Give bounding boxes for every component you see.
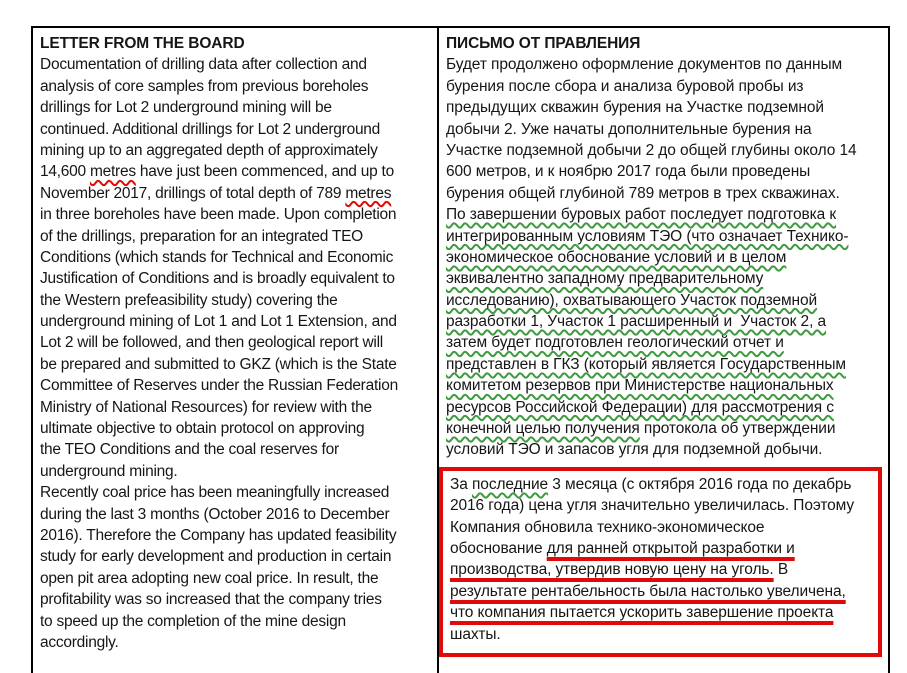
text-segment: 3 месяца (с октября 2016 года по декабрь — [548, 475, 852, 493]
text-line — [40, 268, 433, 289]
text-line — [40, 525, 433, 546]
text-line — [40, 546, 433, 567]
column-english — [33, 28, 437, 673]
text-segment: протокола об утверждении — [639, 420, 836, 438]
text-segment: drillings for Lot 2 underground mining will be — [40, 99, 332, 117]
text-segment: Justification of Conditions and is broadly equivalent to — [40, 270, 395, 288]
text-segment: during the last 3 months (October 2016 to December — [40, 505, 390, 523]
text-line — [450, 624, 878, 645]
text-segment: Компания обновила технико-экономическое — [450, 518, 765, 536]
text-segment: Участке подземной добычи 2 до общей глубины около 14 — [446, 141, 857, 159]
grammar-flagged-text: экономическое обоснование условий и в целом — [446, 248, 787, 266]
text-line — [40, 226, 433, 247]
grammar-flagged-text: эквивалентно западному предварительному — [446, 270, 764, 288]
text-segment: mining up to an aggregated depth of approximately — [40, 141, 378, 159]
spelling-flagged-text: metres — [345, 184, 392, 202]
text-line — [446, 119, 882, 140]
red-underlined-text: для ранней открытой разработки и — [546, 539, 795, 557]
text-segment: the TEO Conditions and the coal reserves for — [40, 441, 339, 459]
text-line — [40, 161, 433, 182]
text-segment: underground mining. — [40, 462, 178, 480]
text-line — [40, 418, 433, 439]
red-underlined-text: результате рентабельность была настолько увеличена, — [450, 582, 846, 600]
text-segment: underground mining of Lot 1 and Lot 1 Extension, and — [40, 313, 397, 331]
text-line — [446, 140, 882, 161]
text-segment: За — [450, 475, 472, 493]
text-line — [450, 495, 878, 516]
grammar-flagged-text: затем будет подготовлен геологический отчет и — [446, 334, 784, 352]
text-line — [40, 375, 433, 396]
text-line — [446, 290, 882, 311]
text-line — [446, 332, 882, 353]
grammar-flagged-text: разработки 1, Участок 1 расширенный и Участок 2, а — [446, 313, 827, 331]
text-segment: бурения после сбора и анализа буровой пробы из — [446, 77, 804, 95]
text-line — [40, 461, 433, 482]
text-line — [40, 183, 433, 204]
text-line — [450, 581, 878, 602]
text-line — [450, 602, 878, 623]
text-line — [446, 268, 882, 289]
text-segment: Будет продолжено оформление документов по данным — [446, 56, 843, 74]
text-segment: Committee of Reserves under the Russian Federation — [40, 377, 398, 395]
text-line — [40, 397, 433, 418]
text-segment: accordingly. — [40, 633, 119, 651]
text-segment: continued. Additional drillings for Lot 2 underground — [40, 120, 381, 138]
text-line — [446, 76, 882, 97]
text-segment: 2016 года) цена угля значительно увеличилась. Поэтому — [450, 497, 855, 515]
text-line — [446, 247, 882, 268]
grammar-flagged-text: последние — [472, 475, 549, 493]
text-segment: the Western prefeasibility study) covering the — [40, 291, 338, 309]
text-segment: шахты. — [450, 625, 501, 643]
text-line — [40, 504, 433, 525]
text-line — [40, 204, 433, 225]
boxed-paragraph — [450, 474, 878, 645]
text-segment: ultimate objective to obtain protocol on approving — [40, 420, 365, 438]
text-line — [446, 397, 882, 418]
column-russian — [437, 28, 888, 673]
text-line — [40, 247, 433, 268]
text-line — [446, 204, 882, 225]
text-segment: 2016). Therefore the Company has updated feasibility — [40, 526, 397, 544]
text-segment: open pit area adopting new coal price. In result, the — [40, 569, 379, 587]
text-line — [40, 632, 433, 653]
text-line — [40, 140, 433, 161]
text-line — [40, 290, 433, 311]
text-segment: to speed up the completion of the mine design — [40, 612, 346, 630]
text-line — [40, 76, 433, 97]
text-line — [40, 611, 433, 632]
text-line — [446, 439, 882, 460]
text-line — [40, 439, 433, 460]
text-line — [450, 517, 878, 538]
text-line — [40, 482, 433, 503]
text-line — [446, 418, 882, 439]
text-line — [446, 54, 882, 75]
text-line — [40, 354, 433, 375]
text-segment: Conditions (which stands for Technical and Economic — [40, 248, 394, 266]
text-segment: profitability was so increased that the company tries — [40, 591, 382, 609]
text-segment: добычи 2. Уже начаты дополнительные бурения на — [446, 120, 812, 138]
red-underlined-text: производства, утвердив новую цену на уголь. — [450, 561, 774, 579]
grammar-flagged-text: конечной целью получения — [446, 420, 640, 438]
text-segment: November 2017, drillings of total depth of 789 — [40, 184, 346, 202]
text-segment: предыдущих скважин бурения на Участке подземной — [446, 99, 824, 117]
text-segment: условий ТЭО и запасов угля для подземной добычи. — [446, 441, 823, 459]
grammar-flagged-text: исследованию), охватывающего Участок подземной — [446, 291, 818, 309]
text-segment: Lot 2 will be followed, and then geological report will — [40, 334, 383, 352]
text-line — [446, 226, 882, 247]
text-segment: be prepared and submitted to GKZ (which is the State — [40, 355, 397, 373]
text-line — [446, 183, 882, 204]
text-line — [450, 474, 878, 495]
red-underlined-text: что компания пытается ускорить завершение проекта — [450, 604, 834, 622]
text-segment: 600 метров, и к ноябрю 2017 года были проведены — [446, 163, 811, 181]
text-segment: Recently coal price has been meaningfully increased — [40, 484, 390, 502]
grammar-flagged-text: представлен в ГКЗ (который является Государственным — [446, 355, 846, 373]
text-segment: Documentation of drilling data after collection and — [40, 56, 367, 74]
grammar-flagged-text: комитетом резервов при Министерстве национальных — [446, 377, 834, 395]
english-text-block — [40, 33, 433, 653]
text-line — [40, 311, 433, 332]
heading-text: LETTER FROM THE BOARD — [40, 35, 245, 52]
text-segment: обоснование — [450, 539, 547, 557]
text-line — [40, 589, 433, 610]
text-line — [450, 559, 878, 580]
text-segment: Ministry of National Resources) for review with the — [40, 398, 372, 416]
text-line — [40, 568, 433, 589]
red-annotation-box — [439, 467, 882, 657]
text-segment: 14,600 — [40, 163, 90, 181]
text-line — [446, 311, 882, 332]
bilingual-document-table — [31, 26, 890, 673]
text-segment: В — [773, 561, 789, 579]
text-line — [40, 33, 433, 54]
text-segment: study for early development and production in certain — [40, 548, 392, 566]
russian-text-block — [446, 33, 882, 461]
text-line — [40, 332, 433, 353]
text-line — [40, 97, 433, 118]
grammar-flagged-text: интегрированным условиям ТЭО (что означает Технико- — [446, 227, 849, 245]
text-segment: бурения общей глубиной 789 метров в трех скважинах. — [446, 184, 840, 202]
text-line — [446, 33, 882, 54]
text-line — [446, 97, 882, 118]
text-line — [40, 54, 433, 75]
text-line — [446, 161, 882, 182]
text-line — [446, 354, 882, 375]
text-segment: of the drillings, preparation for an integrated TEO — [40, 227, 363, 245]
spelling-flagged-text: metres — [89, 163, 136, 181]
text-line — [446, 375, 882, 396]
heading-text: ПИСЬМО ОТ ПРАВЛЕНИЯ — [446, 35, 641, 52]
grammar-flagged-text: По завершении буровых работ последует подготовка к — [446, 206, 837, 224]
text-segment: in three boreholes have been made. Upon completion — [40, 206, 397, 224]
text-segment: analysis of core samples from previous boreholes — [40, 77, 369, 95]
text-line — [40, 119, 433, 140]
text-segment: have just been commenced, and up to — [135, 163, 394, 181]
grammar-flagged-text: ресурсов Российской Федерации) для рассмотрения с — [446, 398, 834, 416]
text-line — [450, 538, 878, 559]
